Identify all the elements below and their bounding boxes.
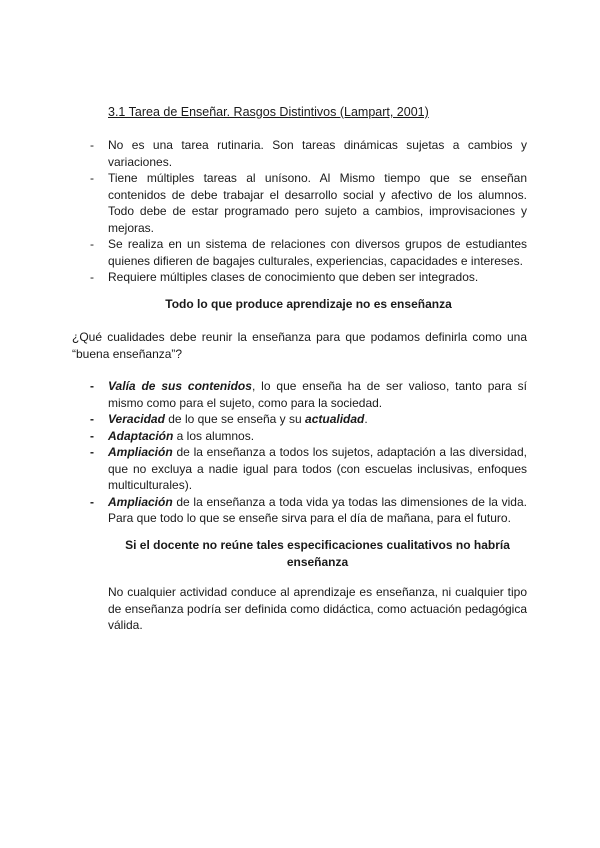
bullet-dash: - [90, 445, 94, 459]
bullet-dash: - [90, 171, 94, 185]
qualities-list [90, 378, 527, 527]
list-item [90, 137, 527, 170]
bullet-dash: - [90, 270, 94, 284]
list-item-text: Se realiza en un sistema de relaciones con diversos grupos de estudiantes quienes difieren de bagajes culturales, experiencias, capacidades e intereses. [108, 237, 527, 268]
bullet-dash: - [90, 237, 94, 251]
list-item [90, 170, 527, 236]
quality-term: Ampliación [108, 445, 173, 459]
quality-text: , lo que enseña ha de ser valioso, tanto para sí mismo como para el sujeto, como para la sociedad. [108, 379, 528, 410]
list-item [90, 236, 527, 269]
quality-term: Veracidad [108, 412, 165, 426]
quality-term: Valía de sus contenidos [108, 379, 252, 393]
section-title: 3.1 Tarea de Enseñar. Rasgos Distintivos (Lampart, 2001) [108, 105, 429, 119]
bullet-dash: - [90, 379, 94, 393]
bullet-dash: - [90, 138, 94, 152]
bullet-dash: - [90, 412, 94, 426]
list-item-text: No es una tarea rutinaria. Son tareas dinámicas sujetas a cambios y variaciones. [108, 138, 527, 169]
quality-term-secondary: actualidad [305, 412, 365, 426]
quality-text-end: . [364, 412, 368, 426]
quality-text: de la enseñanza a toda vida ya todas las dimensiones de la vida. Para que todo lo que se enseñe sirva para el día de mañana, para el futuro. [108, 494, 527, 525]
closing-paragraph: No cualquier actividad conduce al aprendizaje es enseñanza, ni cualquier tipo de enseñanza podría ser definida como didáctica, como actuación pedagógica válida. [108, 585, 527, 632]
quality-text: de lo que se enseña y su [164, 412, 306, 426]
quality-text: a los alumnos. [173, 428, 255, 443]
list-item [90, 378, 527, 411]
quality-text: de la enseñanza a todos los sujetos, adaptación a las diversidad, que no excluya a nadie igual para todos (con escuelas inclusivas, enfoques multiculturales). [108, 445, 527, 492]
list-item [90, 444, 527, 494]
list-item [90, 269, 527, 286]
bullet-dash: - [90, 428, 94, 443]
heading-teaching: Todo lo que produce aprendizaje no es enseñanza [165, 297, 452, 311]
traits-list [90, 137, 527, 286]
list-item [90, 411, 527, 428]
quality-term: Adaptación [108, 428, 174, 443]
question-paragraph: ¿Qué cualidades debe reunir la enseñanza para que podamos definirla como una “buena enseñanza”? [72, 330, 527, 361]
list-item [90, 494, 527, 527]
list-item-text: Requiere múltiples clases de conocimiento que deben ser integrados. [108, 270, 479, 284]
bullet-dash: - [90, 494, 94, 509]
heading-teacher: Si el docente no reúne tales especificaciones cualitativos no habría enseñanza [125, 538, 510, 569]
list-item-text: Tiene múltiples tareas al unísono. Al Mismo tiempo que se enseñan contenidos de debe trabajar el desarrollo social y afectivo de los alumnos. Todo debe de estar programado pero sujeto a cambios, improvisaciones y mejoras. [108, 171, 527, 235]
list-item [90, 428, 527, 445]
quality-term: Ampliación [108, 494, 173, 509]
